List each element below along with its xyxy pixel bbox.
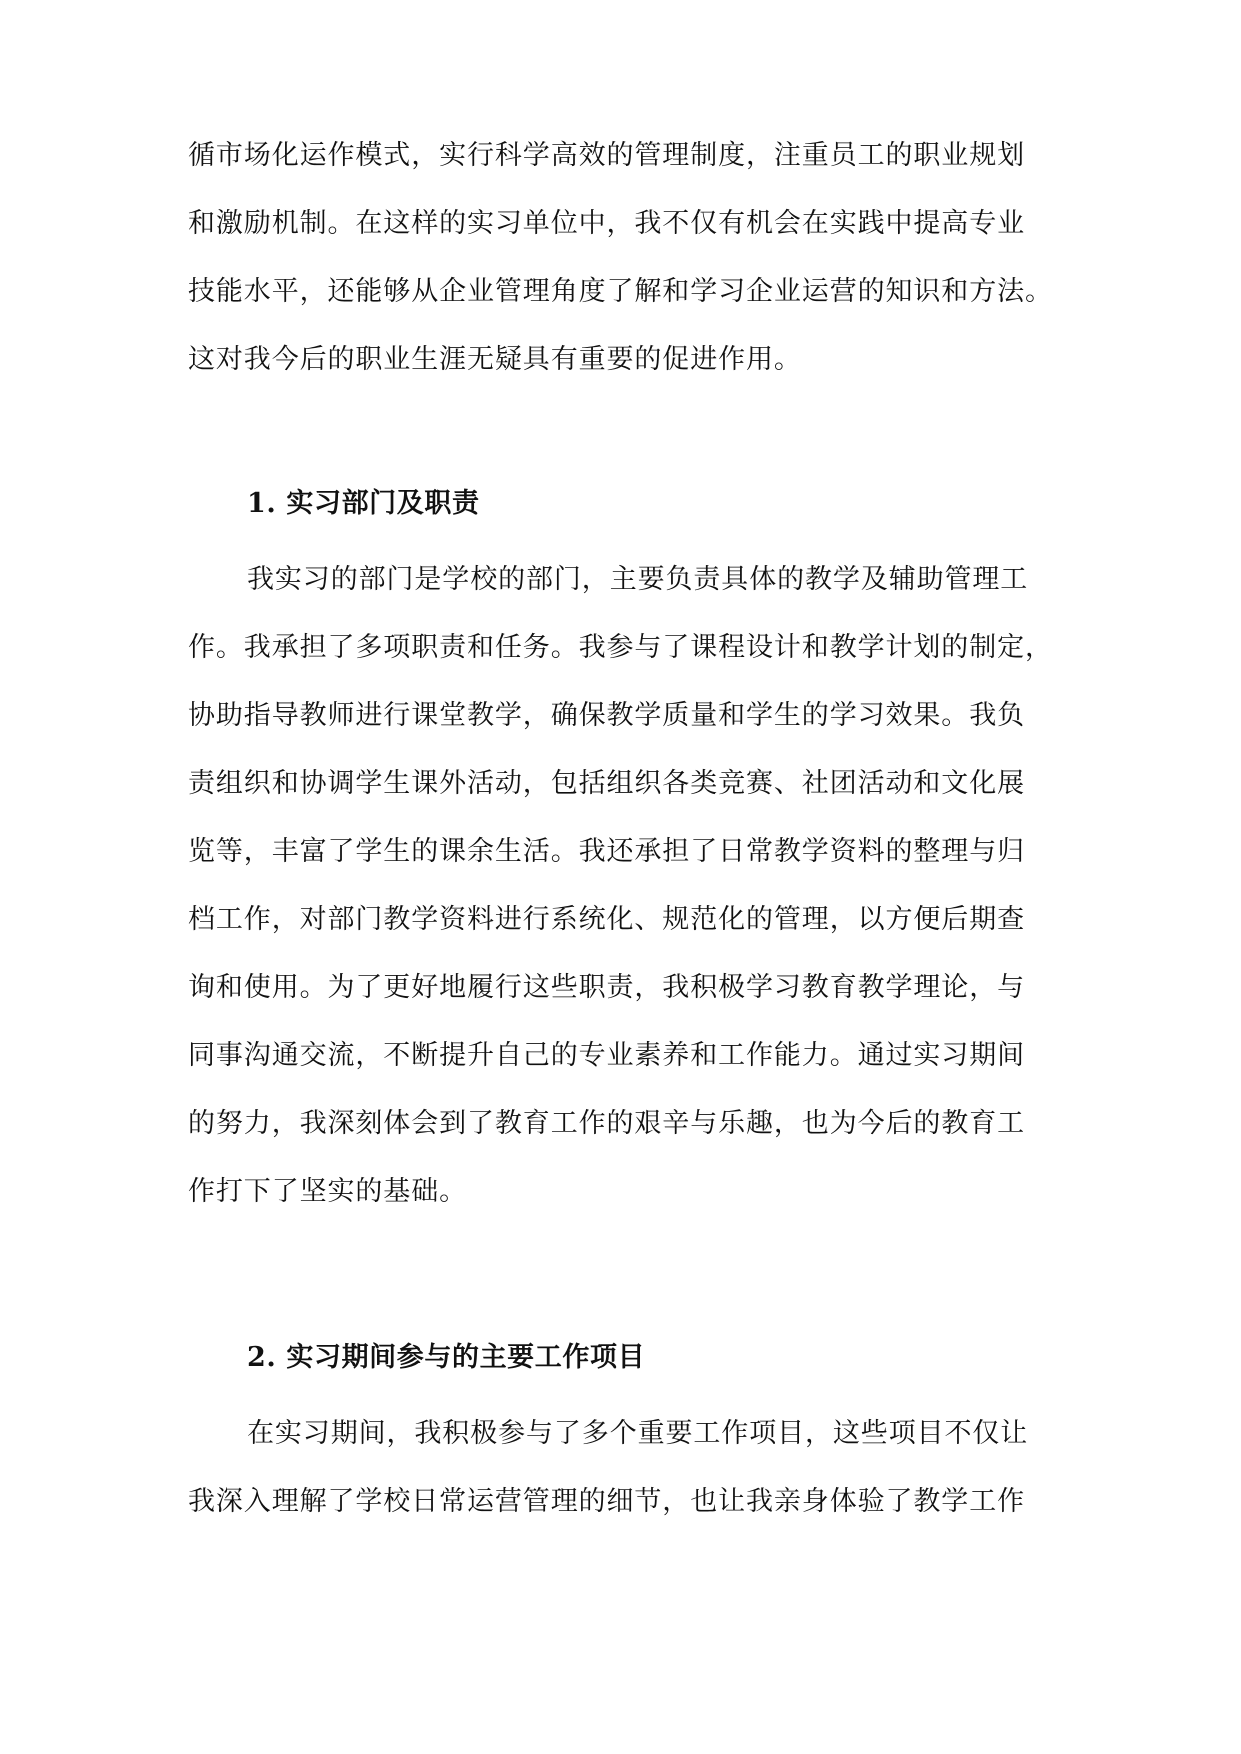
paragraph-line: 协助指导教师进行课堂教学，确保教学质量和学生的学习效果。我负 <box>188 700 1025 731</box>
paragraph-line: 作。我承担了多项职责和任务。我参与了课程设计和教学计划的制定， <box>188 632 1053 663</box>
paragraph-line: 责组织和协调学生课外活动，包括组织各类竞赛、社团活动和文化展 <box>188 768 1025 799</box>
intro-line: 和激励机制。在这样的实习单位中，我不仅有机会在实践中提高专业 <box>188 208 1025 239</box>
paragraph-line: 览等，丰富了学生的课余生活。我还承担了日常教学资料的整理与归 <box>188 836 1025 867</box>
paragraph-line: 我深入理解了学校日常运营管理的细节，也让我亲身体验了教学工作 <box>188 1486 1025 1517</box>
paragraph-line: 档工作，对部门教学资料进行系统化、规范化的管理，以方便后期查 <box>188 904 1025 935</box>
paragraph-line: 我实习的部门是学校的部门，主要负责具体的教学及辅助管理工 <box>247 564 1029 595</box>
intro-line: 这对我今后的职业生涯无疑具有重要的促进作用。 <box>188 344 802 375</box>
section-heading-1: 1. 实习部门及职责 <box>247 488 480 519</box>
intro-line: 技能水平，还能够从企业管理角度了解和学习企业运营的知识和方法。 <box>188 276 1053 307</box>
paragraph-line: 在实习期间，我积极参与了多个重要工作项目，这些项目不仅让 <box>247 1418 1029 1449</box>
paragraph-line: 的努力，我深刻体会到了教育工作的艰辛与乐趣，也为今后的教育工 <box>188 1108 1025 1139</box>
paragraph-line: 作打下了坚实的基础。 <box>188 1176 467 1207</box>
section-heading-2: 2. 实习期间参与的主要工作项目 <box>247 1342 646 1373</box>
paragraph-line: 询和使用。为了更好地履行这些职责，我积极学习教育教学理论，与 <box>188 972 1025 1003</box>
intro-line: 循市场化运作模式，实行科学高效的管理制度，注重员工的职业规划 <box>188 140 1025 171</box>
paragraph-line: 同事沟通交流，不断提升自己的专业素养和工作能力。通过实习期间 <box>188 1040 1025 1071</box>
